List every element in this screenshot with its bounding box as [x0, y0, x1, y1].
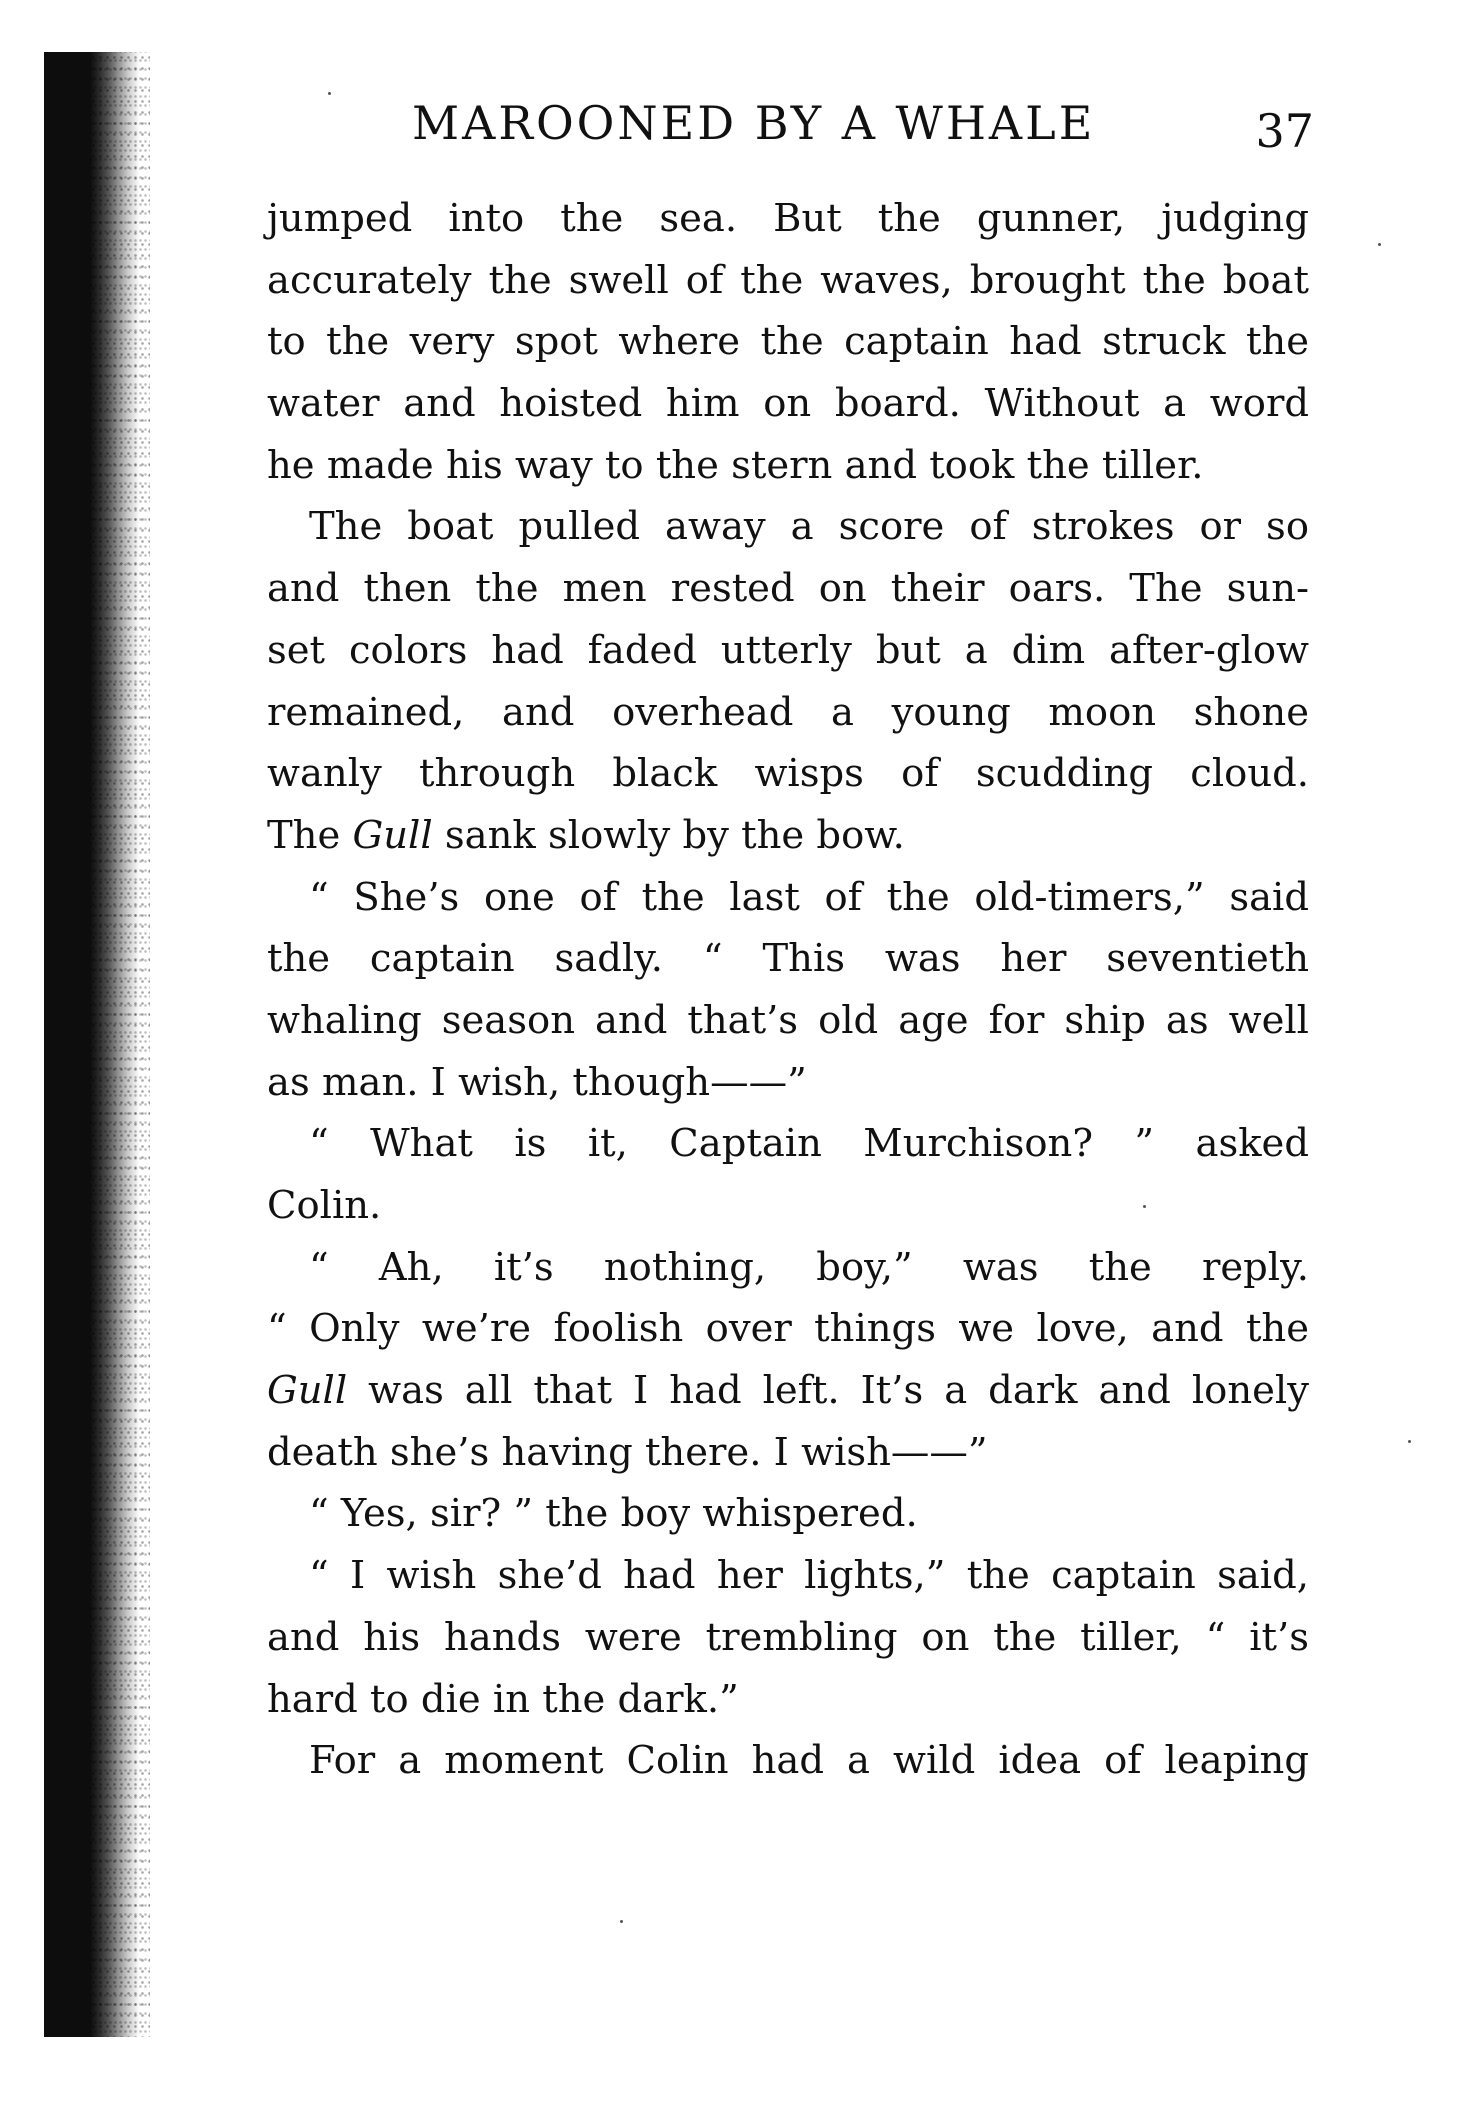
text-line: wanly through black wisps of scudding cloud.: [267, 751, 1309, 797]
text-line: whaling season and that’s old age for ship as well: [267, 997, 1309, 1043]
body-text: [267, 188, 1309, 1792]
text-line: and then the men rested on their oars. The sun-: [267, 566, 1309, 612]
text-line: “ Ah, it’s nothing, boy,” was the reply.: [309, 1244, 1309, 1290]
text-line: hard to die in the dark.”: [267, 1676, 739, 1722]
text-line: the captain sadly. “ This was her seventieth: [267, 936, 1309, 982]
text-line: The Gull sank slowly by the bow.: [267, 812, 905, 858]
running-head: [262, 96, 1314, 156]
scan-speck: [620, 1920, 623, 1923]
text-line: The boat pulled away a score of strokes or so: [309, 504, 1309, 550]
text-line: remained, and overhead a young moon shone: [267, 689, 1309, 735]
binding-speckle: [90, 52, 150, 2037]
scan-speck: [1408, 1440, 1411, 1443]
text-line: Gull was all that I had left. It’s a dark and lonely: [267, 1368, 1309, 1414]
ship-name: Gull: [267, 1368, 348, 1414]
text-line: death she’s having there. I wish——”: [267, 1429, 988, 1475]
ship-name: Gull: [352, 812, 433, 858]
text-line: jumped into the sea. But the gunner, judging: [267, 196, 1309, 241]
scan-speck: [1378, 243, 1381, 246]
scan-speck: [1143, 1205, 1146, 1208]
text-line: to the very spot where the captain had struck the: [267, 319, 1309, 365]
text-line: accurately the swell of the waves, brought the boat: [267, 257, 1309, 303]
text-line: and his hands were trembling on the tiller, “ it’s: [267, 1614, 1309, 1660]
text-line: Colin.: [267, 1183, 382, 1228]
text-line: he made his way to the stern and took the tiller.: [267, 442, 1204, 488]
scan-speck: [328, 92, 331, 95]
running-title: MAROONED BY A WHALE: [412, 96, 1096, 150]
text-line: For a moment Colin had a wild idea of leaping: [309, 1738, 1309, 1784]
text-line: set colors had faded utterly but a dim after-glow: [267, 627, 1309, 673]
text-line: “ Yes, sir? ” the boy whispered.: [309, 1491, 918, 1537]
page-number: 37: [1255, 104, 1314, 158]
text-line: “ Only we’re foolish over things we love, and the: [267, 1306, 1309, 1352]
text-line: “ What is it, Captain Murchison? ” asked: [309, 1121, 1309, 1167]
text-line: “ I wish she’d had her lights,” the captain said,: [309, 1553, 1309, 1599]
text-line: “ She’s one of the last of the old-timers,” said: [309, 874, 1309, 920]
text-line: water and hoisted him on board. Without a word: [267, 381, 1309, 427]
text-line: as man. I wish, though——”: [267, 1059, 807, 1105]
